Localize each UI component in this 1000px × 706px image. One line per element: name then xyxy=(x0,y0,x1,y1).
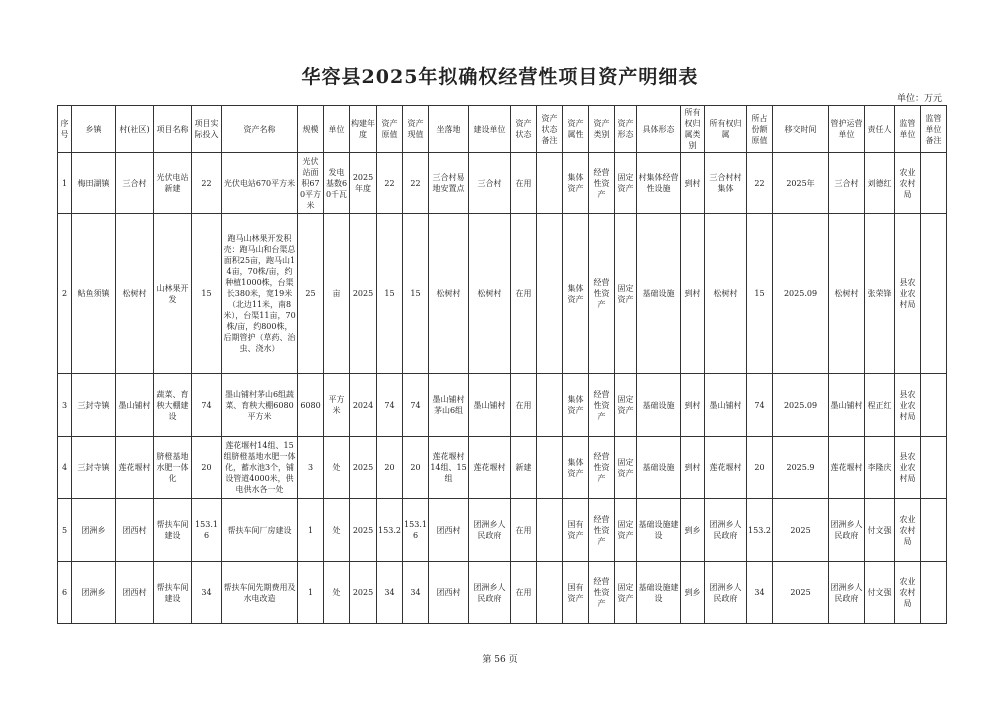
table-cell: 经营性资产 xyxy=(589,562,615,624)
table-cell: 村集体经营性设施 xyxy=(637,153,681,214)
table-cell: 县农业农村局 xyxy=(895,214,921,374)
table-cell: 基础设施建设 xyxy=(637,562,681,624)
header-cell: 资产现值 xyxy=(403,106,429,153)
table-cell: 到村 xyxy=(681,153,705,214)
table-cell: 3 xyxy=(298,437,324,499)
table-cell: 5 xyxy=(58,499,72,562)
table-cell: 22 xyxy=(747,153,773,214)
table-cell: 刘德红 xyxy=(865,153,895,214)
table-cell xyxy=(921,374,947,437)
header-cell: 资产属性 xyxy=(563,106,589,153)
table-cell: 15 xyxy=(403,214,429,374)
table-cell: 在用 xyxy=(511,374,537,437)
header-cell: 管护运营单位 xyxy=(829,106,865,153)
table-cell: 固定资产 xyxy=(615,153,637,214)
table-cell: 22 xyxy=(377,153,403,214)
table-cell: 松树村 xyxy=(429,214,469,374)
table-cell: 2025 xyxy=(350,214,377,374)
table-cell: 李隆庆 xyxy=(865,437,895,499)
table-cell xyxy=(537,214,563,374)
table-row xyxy=(58,153,947,214)
table-cell: 固定资产 xyxy=(615,562,637,624)
table-cell: 20 xyxy=(747,437,773,499)
table-cell: 三封寺镇 xyxy=(72,437,116,499)
table-cell: 经营性资产 xyxy=(589,214,615,374)
table-cell: 墨山铺村茅山6组蔬菜、育秧大棚6080平方米 xyxy=(222,374,298,437)
table-cell: 基础设施 xyxy=(637,437,681,499)
table-cell: 2025.9 xyxy=(773,437,829,499)
table-cell: 帮扶车间建设 xyxy=(154,562,192,624)
table-cell: 跑马山林果开发积壳：跑马山和台渠总面积25亩，跑马山14亩，70株/亩，约种植1000株，台渠长380米，宽19米（北边11米，南8米），台渠11亩，70株/亩，约800株，后期管护（草药、治虫、浇水） xyxy=(222,214,298,374)
table-cell: 74 xyxy=(377,374,403,437)
table-cell: 三合村 xyxy=(116,153,154,214)
table-cell: 团洲乡人民政府 xyxy=(469,499,511,562)
table-cell: 3 xyxy=(58,374,72,437)
table-cell: 固定资产 xyxy=(615,499,637,562)
table-cell: 程正红 xyxy=(865,374,895,437)
table-cell: 农业农村局 xyxy=(895,562,921,624)
table-cell: 集体资产 xyxy=(563,437,589,499)
table-cell: 2025 xyxy=(773,499,829,562)
page-number: 第 56 页 xyxy=(482,655,518,665)
table-cell: 松树村 xyxy=(116,214,154,374)
table-cell: 在用 xyxy=(511,562,537,624)
table-cell: 固定资产 xyxy=(615,214,637,374)
table-cell: 三合村村集体 xyxy=(705,153,747,214)
header-cell: 具体形态 xyxy=(637,106,681,153)
table-cell: 22 xyxy=(192,153,222,214)
table-cell: 2025.09 xyxy=(773,374,829,437)
table-cell: 34 xyxy=(192,562,222,624)
header-cell: 资产形态 xyxy=(615,106,637,153)
table-cell: 153.2 xyxy=(377,499,403,562)
table-cell: 农业农村局 xyxy=(895,153,921,214)
table-cell: 74 xyxy=(747,374,773,437)
table-cell xyxy=(921,499,947,562)
table-cell xyxy=(921,153,947,214)
table-cell: 2025年 xyxy=(773,153,829,214)
table-cell: 墨山铺村茅山6组 xyxy=(429,374,469,437)
table-cell: 光伏电站670平方米 xyxy=(222,153,298,214)
table-cell: 莲花堰村 xyxy=(829,437,865,499)
header-cell: 构建年度 xyxy=(350,106,377,153)
header-cell: 资产名称 xyxy=(222,106,298,153)
table-cell: 新建 xyxy=(511,437,537,499)
table-cell: 团洲乡人民政府 xyxy=(469,562,511,624)
table-cell: 20 xyxy=(377,437,403,499)
header-cell: 乡镇 xyxy=(72,106,116,153)
header-cell: 资产类别 xyxy=(589,106,615,153)
table-cell: 34 xyxy=(377,562,403,624)
table-cell: 25 xyxy=(298,214,324,374)
table-cell: 处 xyxy=(324,499,350,562)
table-cell: 基础设施 xyxy=(637,214,681,374)
table-cell: 县农业农村局 xyxy=(895,374,921,437)
table-cell: 2025 xyxy=(773,562,829,624)
table-cell: 在用 xyxy=(511,153,537,214)
table-cell: 1 xyxy=(58,153,72,214)
table-cell: 墨山铺村 xyxy=(116,374,154,437)
header-cell: 所占份额原值 xyxy=(747,106,773,153)
table-cell: 到村 xyxy=(681,437,705,499)
table-cell: 三合村易地安置点 xyxy=(429,153,469,214)
table-cell: 墨山铺村 xyxy=(469,374,511,437)
table-cell: 三封寺镇 xyxy=(72,374,116,437)
table-cell: 鲇鱼须镇 xyxy=(72,214,116,374)
table-cell: 2025 xyxy=(350,562,377,624)
table-cell: 团洲乡人民政府 xyxy=(829,499,865,562)
table-cell: 153.2 xyxy=(747,499,773,562)
table-cell: 在用 xyxy=(511,214,537,374)
header-cell: 所有权归属 xyxy=(705,106,747,153)
table-cell: 34 xyxy=(747,562,773,624)
table-cell: 集体资产 xyxy=(563,374,589,437)
table-cell: 到村 xyxy=(681,214,705,374)
table-cell: 团洲乡人民政府 xyxy=(829,562,865,624)
table-cell: 亩 xyxy=(324,214,350,374)
table-cell: 莲花堰村 xyxy=(469,437,511,499)
table-cell: 团洲乡人民政府 xyxy=(705,562,747,624)
table-cell: 74 xyxy=(403,374,429,437)
table-cell: 2024 xyxy=(350,374,377,437)
table-cell: 固定资产 xyxy=(615,437,637,499)
table-cell: 到乡 xyxy=(681,562,705,624)
table-cell: 到村 xyxy=(681,374,705,437)
table-cell: 帮扶车间厂房建设 xyxy=(222,499,298,562)
table-cell: 15 xyxy=(192,214,222,374)
table-cell: 2025年度 xyxy=(350,153,377,214)
header-cell: 村(社区) xyxy=(116,106,154,153)
table-cell xyxy=(537,562,563,624)
header-cell: 序号 xyxy=(58,106,72,153)
table-cell: 莲花堰村14组、15组脐橙基地水肥一体化，蓄水池3个，铺设管道4000米，供电供水各一处 xyxy=(222,437,298,499)
table-cell: 团洲乡人民政府 xyxy=(705,499,747,562)
table-cell: 国有资产 xyxy=(563,562,589,624)
table-cell: 农业农村局 xyxy=(895,499,921,562)
header-cell: 监管单位 xyxy=(895,106,921,153)
table-cell: 1 xyxy=(298,562,324,624)
table-row xyxy=(58,499,947,562)
table-cell: 梅田湖镇 xyxy=(72,153,116,214)
table-cell: 国有资产 xyxy=(563,499,589,562)
table-cell: 经营性资产 xyxy=(589,153,615,214)
table-cell: 22 xyxy=(403,153,429,214)
table-cell: 153.16 xyxy=(192,499,222,562)
table-cell: 2025 xyxy=(350,437,377,499)
table-cell: 光伏电站新建 xyxy=(154,153,192,214)
page-title: 华容县2025年拟确权经营性项目资产明细表 xyxy=(301,66,699,88)
header-cell: 所有权归属类别 xyxy=(681,106,705,153)
table-cell: 三合村 xyxy=(829,153,865,214)
table-cell: 经营性资产 xyxy=(589,499,615,562)
table-cell: 松树村 xyxy=(829,214,865,374)
table-cell: 团洲乡 xyxy=(72,562,116,624)
table-cell: 平方米 xyxy=(324,374,350,437)
table-cell xyxy=(921,214,947,374)
table-cell: 处 xyxy=(324,437,350,499)
table-cell: 74 xyxy=(192,374,222,437)
table-cell: 2025 xyxy=(350,499,377,562)
header-cell: 资产状态 xyxy=(511,106,537,153)
table-row xyxy=(58,437,947,499)
table-cell: 15 xyxy=(747,214,773,374)
table-cell xyxy=(921,437,947,499)
table-cell: 莲花堰村 xyxy=(705,437,747,499)
header-cell: 项目名称 xyxy=(154,106,192,153)
table-cell: 团西村 xyxy=(429,562,469,624)
table-cell: 经营性资产 xyxy=(589,374,615,437)
table-cell: 经营性资产 xyxy=(589,437,615,499)
table-cell: 6080 xyxy=(298,374,324,437)
table-cell: 集体资产 xyxy=(563,153,589,214)
table-cell: 34 xyxy=(403,562,429,624)
header-cell: 规模 xyxy=(298,106,324,153)
table-cell: 6 xyxy=(58,562,72,624)
table-cell: 基础设施建设 xyxy=(637,499,681,562)
table-cell: 集体资产 xyxy=(563,214,589,374)
table-row xyxy=(58,374,947,437)
table-cell xyxy=(921,562,947,624)
header-cell: 坐落地 xyxy=(429,106,469,153)
table-cell: 1 xyxy=(298,499,324,562)
table-cell: 张荣锋 xyxy=(865,214,895,374)
header-cell: 责任人 xyxy=(865,106,895,153)
table-cell: 莲花堰村 xyxy=(116,437,154,499)
table-cell: 光伏站面积670平方米 xyxy=(298,153,324,214)
header-cell: 单位 xyxy=(324,106,350,153)
table-cell: 山林果开发 xyxy=(154,214,192,374)
table-cell: 2025.09 xyxy=(773,214,829,374)
header-cell: 资产原值 xyxy=(377,106,403,153)
table-cell: 蔬菜、育秧大棚建设 xyxy=(154,374,192,437)
table-cell: 15 xyxy=(377,214,403,374)
header-cell: 移交时间 xyxy=(773,106,829,153)
table-cell: 团洲乡 xyxy=(72,499,116,562)
table-cell xyxy=(537,499,563,562)
table-cell: 团西村 xyxy=(116,562,154,624)
table-cell: 团西村 xyxy=(429,499,469,562)
table-cell: 帮扶车间先期费用及水电改造 xyxy=(222,562,298,624)
table-cell: 处 xyxy=(324,562,350,624)
table-row xyxy=(58,562,947,624)
table-cell xyxy=(537,153,563,214)
table-cell: 墨山铺村 xyxy=(829,374,865,437)
table-cell: 基础设施 xyxy=(637,374,681,437)
table-cell: 4 xyxy=(58,437,72,499)
table-cell: 县农业农村局 xyxy=(895,437,921,499)
table-cell xyxy=(537,374,563,437)
table-cell: 脐橙基地水肥一体化 xyxy=(154,437,192,499)
table-cell: 团西村 xyxy=(116,499,154,562)
table-cell xyxy=(537,437,563,499)
table-cell: 在用 xyxy=(511,499,537,562)
table-cell: 付文强 xyxy=(865,562,895,624)
header-cell: 监管单位备注 xyxy=(921,106,947,153)
table-cell: 松树村 xyxy=(469,214,511,374)
table-cell: 20 xyxy=(403,437,429,499)
table-cell: 2 xyxy=(58,214,72,374)
header-cell: 建设单位 xyxy=(469,106,511,153)
unit-label: 单位：万元 xyxy=(896,94,942,104)
table-cell: 153.16 xyxy=(403,499,429,562)
header-row xyxy=(58,106,947,153)
asset-table xyxy=(57,105,947,624)
table-cell: 固定资产 xyxy=(615,374,637,437)
table-cell: 20 xyxy=(192,437,222,499)
table-cell: 发电基数60千瓦 xyxy=(324,153,350,214)
table-cell: 松树村 xyxy=(705,214,747,374)
table-cell: 帮扶车间建设 xyxy=(154,499,192,562)
table-cell: 到乡 xyxy=(681,499,705,562)
header-cell: 资产状态备注 xyxy=(537,106,563,153)
table-cell: 莲花堰村14组、15组 xyxy=(429,437,469,499)
table-cell: 三合村 xyxy=(469,153,511,214)
table-cell: 付文强 xyxy=(865,499,895,562)
table-row xyxy=(58,214,947,374)
header-cell: 项目实际投入 xyxy=(192,106,222,153)
table-cell: 墨山铺村 xyxy=(705,374,747,437)
